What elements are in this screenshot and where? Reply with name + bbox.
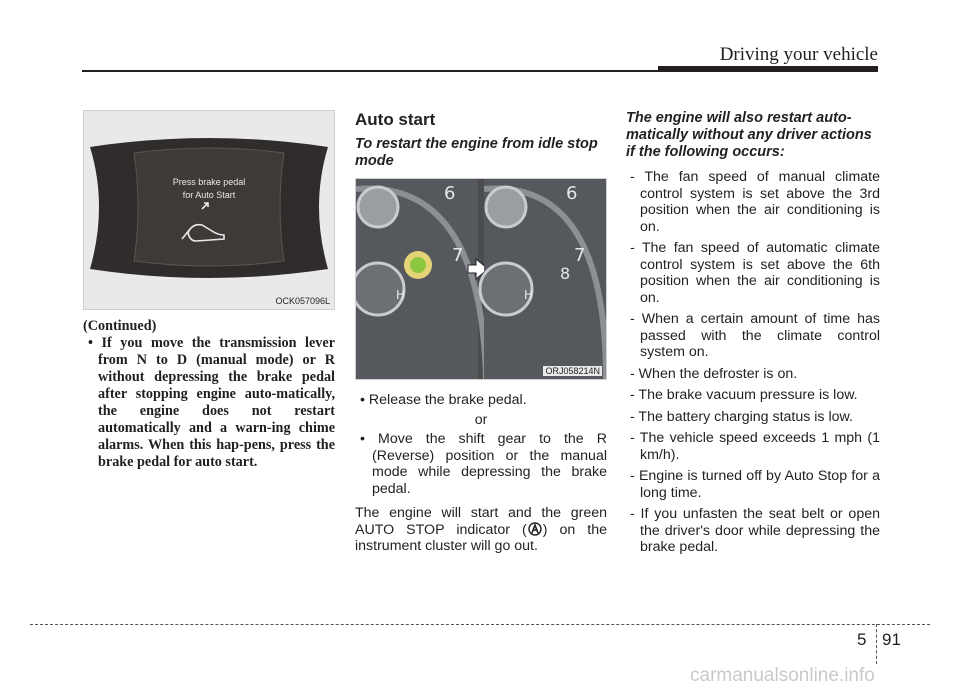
condition-item: - The fan speed of manual climate control system is set above the 3rd position when the air conditioning is on. — [630, 169, 880, 235]
condition-item: - Engine is turned off by Auto Stop for a long time. — [630, 468, 880, 501]
condition-item: - The fan speed of automatic climate control system is set above the 6th position when the air conditioning is on. — [630, 240, 880, 306]
auto-stop-indicator-icon — [410, 257, 426, 273]
continued-label: (Continued) — [83, 318, 157, 334]
gauge-left — [356, 179, 486, 379]
condition-item: - If you unfasten the seat belt or open the driver's door while depressing the brake pedal. — [630, 506, 880, 555]
svg-text:H: H — [524, 288, 534, 302]
release-brake-bullet: • Release the brake pedal. — [360, 392, 527, 408]
header-section-title: Driving your vehicle — [719, 44, 878, 65]
figure-caption: OCK057096L — [275, 296, 330, 306]
condition-item: - The battery charging status is low. — [630, 408, 853, 425]
svg-text:6: 6 — [444, 183, 456, 204]
footer-rule — [30, 624, 930, 625]
auto-stop-paragraph — [355, 505, 607, 555]
svg-text:7: 7 — [452, 245, 464, 266]
restart-conditions-heading: The engine will also restart auto-matically without any driver actions if the following occurs: — [626, 110, 872, 160]
watermark: carmanualsonline.info — [690, 665, 875, 686]
svg-text:6: 6 — [566, 183, 578, 204]
condition-item: - When the defroster is on. — [630, 365, 798, 382]
right-column — [626, 110, 880, 561]
warning-bullet: • If you move the transmission lever from N to D (manual mode) or R without depressing the brake pedal after stopping engine auto-matically, the engine does not restart automatically and a warn-ing chime alarms. When this hap-pens, press the brake pedal for auto start. — [88, 335, 335, 470]
section-heading: Auto start — [355, 110, 436, 129]
cluster-display-illustration — [84, 111, 334, 309]
condition-item: - The brake vacuum pressure is low. — [630, 387, 858, 403]
subheading: To restart the engine from idle stop mode — [355, 136, 598, 169]
cluster-message-figure — [83, 110, 335, 310]
paragraph-text-end: ) on the instrument cluster will go out. — [355, 521, 607, 554]
page-number: 91 — [882, 630, 901, 649]
svg-text:7: 7 — [574, 245, 586, 266]
condition-item: - The vehicle speed exceeds 1 mph (1 km/h). — [630, 430, 880, 463]
auto-stop-indicator-icon — [527, 522, 543, 536]
shift-gear-bullet: • Move the shift gear to the R (Reverse) position or the manual mode while depressing the brake pedal. — [360, 431, 607, 497]
svg-text:8: 8 — [560, 264, 571, 283]
paragraph-text-start: The engine will start and the green AUTO STOP indicator ( — [355, 505, 607, 538]
auto-stop-cluster-figure — [355, 178, 607, 380]
or-separator: or — [474, 411, 488, 428]
gauge-illustration — [356, 179, 606, 379]
header-rule-accent — [658, 66, 878, 72]
screen-text-line1: Press brake pedal — [172, 177, 246, 187]
section-number: 5 — [857, 630, 867, 649]
svg-text:H: H — [396, 288, 406, 302]
figure-caption: ORJ058214N — [545, 366, 600, 376]
condition-item: - When a certain amount of time has passed with the climate control system on. — [630, 311, 880, 360]
gauge-right — [480, 179, 606, 379]
middle-column — [355, 110, 607, 555]
screen-text-line2: for Auto Start — [182, 190, 236, 200]
footer-divider — [876, 624, 877, 664]
left-column — [83, 110, 335, 471]
